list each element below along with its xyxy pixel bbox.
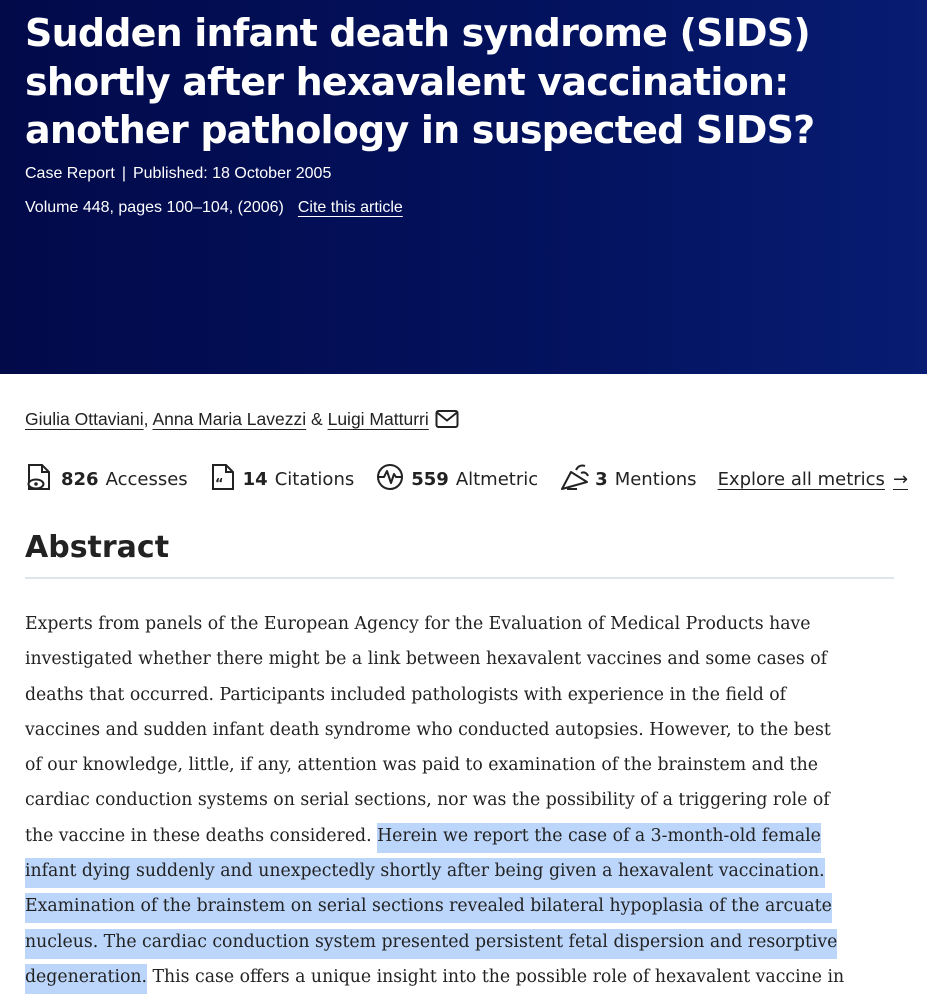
highlighted-text[interactable]: Herein we report the case of a 3-month-old female [377, 823, 821, 853]
published-date: Published: 18 October 2005 [132, 165, 332, 182]
accesses-icon [25, 462, 61, 497]
abstract-heading: Abstract [25, 530, 170, 565]
metric-label: Altmetric [455, 468, 539, 490]
abstract-text-segment: This case offers a unique insight into the possible role of hexavalent vaccine in [147, 966, 845, 987]
article-citation-info [25, 198, 403, 218]
metric-label: Mentions [614, 468, 697, 490]
author-ampersand: & [311, 409, 323, 429]
abstract-line [25, 925, 905, 960]
abstract-body [25, 607, 905, 995]
title-line: another pathology in suspected SIDS? [25, 108, 815, 152]
highlighted-text[interactable]: nucleus. The cardiac conduction system presented persistent fetal dispersion and resorptive [25, 929, 837, 959]
metric-value: 3 [595, 468, 608, 490]
abstract-line: investigated whether there might be a link between hexavalent vaccines and some cases of [25, 649, 828, 670]
abstract-line [25, 854, 905, 889]
metric-label: Accesses [105, 468, 188, 490]
abstract-line [25, 819, 905, 854]
metric-mentions [559, 462, 696, 497]
metric-accesses [25, 462, 188, 497]
author-separator: , [143, 409, 149, 429]
author-link[interactable]: Giulia Ottaviani [25, 409, 144, 429]
abstract-line: vaccines and sudden infant death syndrome who conducted autopsies. However, to the best [25, 719, 831, 740]
title-line: shortly after hexavalent vaccination: [25, 59, 789, 104]
author-link[interactable]: Anna Maria Lavezzi [152, 409, 307, 429]
abstract-line [25, 960, 905, 995]
article-type: Case Report [25, 165, 115, 182]
arrow-right-icon: → [892, 468, 909, 490]
abstract-text-segment: the vaccine in these deaths considered. [25, 825, 378, 846]
article-metrics [25, 464, 908, 494]
article-title [25, 9, 915, 155]
explore-metrics-label: Explore all metrics [717, 468, 885, 490]
highlighted-text[interactable]: infant dying suddenly and unexpectedly shortly after being given a hexavalent vaccination. [25, 858, 825, 888]
mentions-icon [559, 462, 595, 497]
highlighted-text[interactable]: degeneration. [25, 964, 147, 994]
explore-all-metrics-link[interactable] [718, 469, 908, 490]
author-list [25, 407, 459, 435]
mail-icon[interactable] [435, 409, 459, 435]
metric-citations [209, 462, 355, 497]
metric-value: 14 [242, 468, 268, 490]
meta-separator: | [121, 165, 126, 182]
section-divider [25, 577, 894, 579]
metric-altmetric [375, 462, 538, 497]
abstract-line: Experts from panels of the European Agency for the Evaluation of Medical Products have [25, 614, 811, 634]
svg-text:“: “ [214, 476, 224, 492]
metric-value: 826 [61, 468, 99, 490]
abstract-line: of our knowledge, little, if any, attention was paid to examination of the brainstem and the [25, 755, 818, 776]
cite-this-article-link[interactable]: Cite this article [297, 199, 403, 216]
abstract-line [25, 889, 905, 924]
title-line: Sudden infant death syndrome (SIDS) [25, 11, 810, 55]
metric-label: Citations [274, 468, 355, 490]
volume-info: Volume 448, pages 100–104, (2006) [25, 199, 284, 216]
article-meta [25, 164, 331, 184]
metric-value: 559 [411, 468, 449, 490]
citations-icon [209, 462, 243, 497]
highlighted-text[interactable]: Examination of the brainstem on serial sections revealed bilateral hypoplasia of the arcuate [25, 893, 832, 923]
abstract-line: deaths that occurred. Participants included pathologists with experience in the field of [25, 684, 787, 705]
abstract-line: cardiac conduction systems on serial sections, nor was the possibility of a triggering role of [25, 790, 830, 811]
author-link[interactable]: Luigi Matturri [327, 409, 429, 429]
article-header [0, 0, 927, 374]
altmetric-icon [375, 462, 411, 497]
